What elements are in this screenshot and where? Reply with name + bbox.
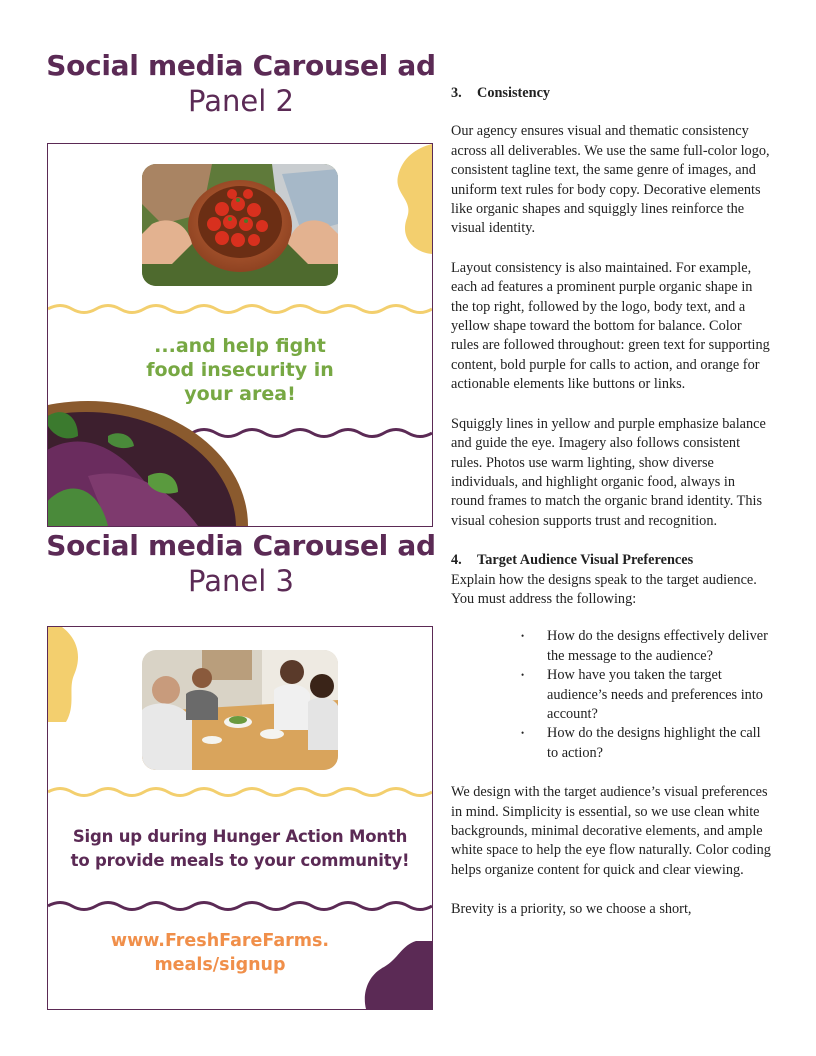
supporting-text-line: food insecurity in	[146, 359, 334, 381]
heading-title: Social media Carousel ad	[46, 49, 436, 82]
purple-organic-shape	[362, 941, 432, 1009]
section-number: 3.	[451, 85, 462, 101]
section-title: Target Audience Visual Preferences	[477, 552, 694, 569]
section-title: Consistency	[477, 85, 551, 101]
signup-link[interactable]	[47, 929, 412, 977]
yellow-squiggly-line	[48, 785, 432, 799]
paragraph: Brevity is a priority, so we choose a short,	[451, 901, 692, 918]
yellow-organic-shape	[48, 627, 82, 722]
document-text-column	[451, 84, 771, 920]
tomato-bowl-photo	[142, 164, 338, 286]
question-list	[451, 627, 771, 763]
signup-link-line: meals/signup	[154, 955, 286, 975]
carousel-panel-3	[47, 626, 433, 1010]
yellow-organic-shape	[372, 144, 432, 254]
heading-panel-label: Panel 2	[188, 84, 294, 118]
yellow-squiggly-line	[48, 302, 432, 316]
section-number: 4.	[451, 552, 462, 569]
paragraph: Our agency ensures visual and thematic consistency across all deliverables. We use the same full-color logo, consistent tagline text, the same genre of images, and uniform text rules for body copy. Decorative elements like organic shapes and squiggly lines reinforce the visual identity.	[451, 123, 770, 237]
call-to-action-text	[48, 825, 432, 873]
purple-squiggly-line	[48, 899, 432, 913]
signup-link-line: www.FreshFareFarms.	[110, 931, 330, 951]
list-item: • How do the designs effectively deliver the message to the audience?	[521, 627, 771, 666]
list-item: • How have you taken the target audience’s needs and preferences into account?	[521, 666, 771, 724]
paragraph: Layout consistency is also maintained. For example, each ad features a prominent purple organic shape in the top right, followed by the logo, body text, and a yellow shape toward the bottom for balance. Color rules are followed throughout: green text for supporting content, bold purple for calls to action, and orange for actionable elements like buttons or links.	[451, 259, 770, 393]
supporting-text-line: your area!	[184, 383, 296, 405]
panel-3-heading	[40, 529, 442, 599]
family-dinner-photo	[142, 650, 338, 770]
paragraph: Explain how the designs speak to the target audience. You must address the following:	[451, 571, 757, 607]
paragraph: Squiggly lines in yellow and purple emphasize balance and guide the eye. Imagery also follows consistent rules. Photos use warm lighting, show diverse individuals, and highlight organic food, always in round frames to match the organic brand identity. This visual cohesion supports trust and recognition.	[451, 415, 766, 529]
paragraph: We design with the target audience’s visual preferences in mind. Simplicity is essential, so we use clean white backgrounds, minimal decorative elements, and ample white space to help the eye flow naturally. Color coding helps organize content for quick and clear viewing.	[451, 784, 771, 878]
heading-title: Social media Carousel ad	[46, 529, 436, 562]
carousel-panel-2	[47, 143, 433, 527]
heading-panel-label: Panel 3	[188, 564, 294, 598]
salad-bowl-image	[48, 396, 248, 526]
supporting-text-line: ...and help fight	[154, 335, 326, 357]
section-heading	[451, 84, 771, 103]
section-heading	[451, 551, 771, 570]
call-to-action-line: Sign up during Hunger Action Month	[72, 827, 408, 846]
list-item: • How do the designs highlight the call to action?	[521, 724, 771, 763]
call-to-action-line: to provide meals to your community!	[70, 851, 410, 870]
panel-2-heading	[40, 49, 442, 119]
